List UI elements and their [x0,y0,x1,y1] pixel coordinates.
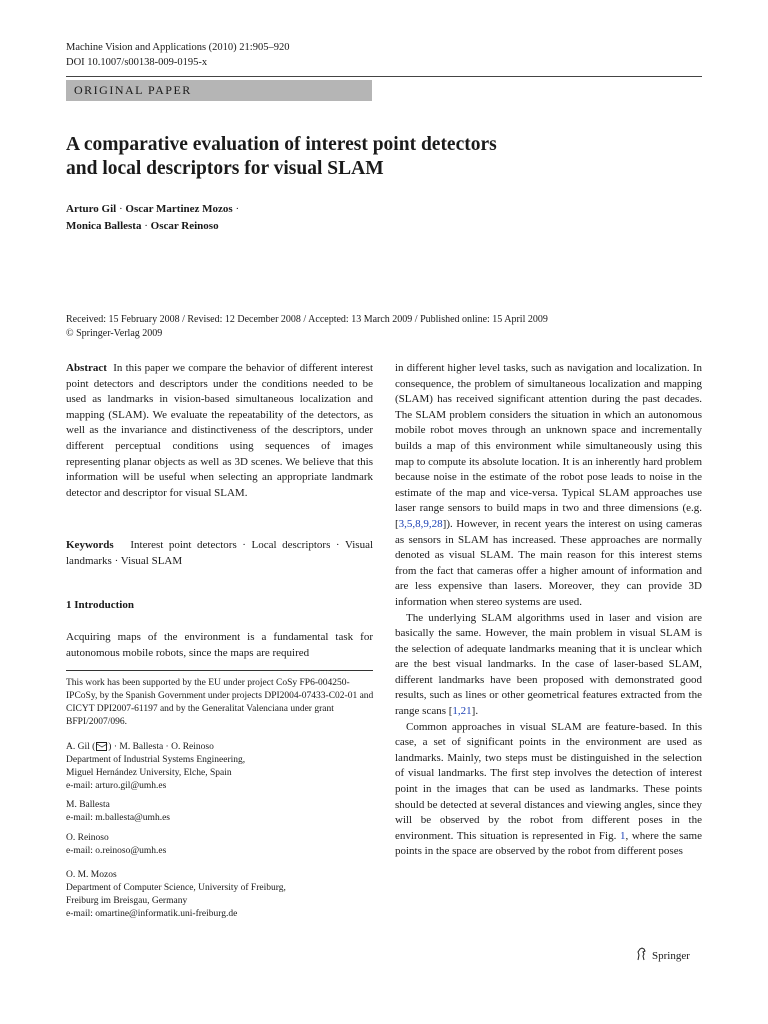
paragraph-slam-intro [395,361,702,611]
author-name[interactable]: Oscar Reinoso [150,220,219,232]
footnote-rule [66,670,373,671]
paragraph-feature-based [395,720,702,860]
header-rule [66,76,702,77]
publication-history [66,313,548,341]
p1-text-b: ]). However, in recent years the interest on using cameras as sensors in SLAM has increased. These approaches are normally denoted as visual SLAM. The main reason for this interest stems from the fact that cameras offer a higher amount of information and are less expensive than lasers. Moreover, they can provide 3D information when stereo systems are used. [395,517,702,608]
aff4-email[interactable]: e-mail: omartine@informatik.uni-freiburg.de [66,909,238,919]
affiliation-3 [66,832,376,858]
doi-line[interactable]: DOI 10.1007/s00138-009-0195-x [66,57,208,68]
title-line-2: and local descriptors for visual SLAM [66,158,384,179]
aff1-names: A. Gil ( [66,742,96,752]
author-separator: · [235,203,240,215]
author-name[interactable]: Monica Ballesta [66,220,142,232]
paragraph-landmarks [395,611,702,720]
aff2-email[interactable]: e-mail: m.ballesta@umh.es [66,813,170,823]
author-separator: · [144,220,148,232]
keywords-label: Keywords [66,539,114,551]
aff2-name: M. Ballesta [66,800,110,810]
abstract-block [66,361,373,501]
publisher-name: Springer [652,950,690,962]
author-name[interactable]: Oscar Martinez Mozos [125,203,233,215]
p3-text-b: , where the same points in the space are observed by the robot from different poses [395,829,702,858]
keywords-block [66,538,373,569]
aff1-email[interactable]: e-mail: arturo.gil@umh.es [66,781,167,791]
article-type-badge: ORIGINAL PAPER [66,80,372,101]
p1-text-a: in different higher level tasks, such as navigation and localization. In consequence, the problem of simultaneous localization and mapping (SLAM) has received significant attention during the past decades. The SLAM problem considers the situation in which an autonomous mobile robot moves through an unknown space and incrementally builds a map of this environment while simultaneously using this map to compute its absolute location. It is an inherently hard problem because noise in the estimate of the robot pose leads to noise in the estimate of the map and vice-versa. Typical SLAM approaches use laser range sensors to build maps in two and three dimensions (e.g. [ [395,362,702,530]
section-heading-introduction: 1 Introduction [66,599,134,611]
aff4-department: Department of Computer Science, University of Freiburg, [66,883,286,893]
author-separator: · [118,203,123,215]
envelope-icon [96,742,107,751]
title-line-1: A comparative evaluation of interest point detectors [66,134,497,155]
publisher-footer [636,947,690,962]
affiliation-2 [66,799,376,825]
aff3-email[interactable]: e-mail: o.reinoso@umh.es [66,846,167,856]
copyright-line: © Springer-Verlag 2009 [66,328,163,339]
figure-link[interactable]: 1 [619,829,626,842]
aff4-name: O. M. Mozos [66,870,117,880]
citation-link[interactable]: 3,5,8,9,28 [398,517,443,530]
author-list [66,201,239,235]
affiliation-4 [66,869,376,921]
p2-text-b: ]. [471,705,479,718]
aff3-name: O. Reinoso [66,833,109,843]
journal-line: Machine Vision and Applications (2010) 21:905–920 [66,42,290,53]
history-dates: Received: 15 February 2008 / Revised: 12 December 2008 / Accepted: 13 March 2009 / Published online: 15 April 2009 [66,314,548,325]
affiliation-1 [66,741,376,793]
intro-paragraph [66,630,373,661]
intro-text: Acquiring maps of the environment is a fundamental task for autonomous mobile robots, since the maps are required [66,631,373,659]
springer-horse-icon [636,947,648,961]
abstract-text: In this paper we compare the behavior of different interest point detectors and descriptors under the conditions needed to be used as landmarks in vision-based simultaneous localization and mapping (SLAM). We evaluate the repeatability of the detectors, as well as the invariance and distinctiveness of the descriptors, under different perceptual conditions using sequences of images representing planar objects as well as 3D scenes. We believe that this information will be useful when selecting an appropriate landmark detector and descriptor for visual SLAM. [66,362,374,499]
p3-text-a: Common approaches in visual SLAM are feature-based. In this case, a set of significant points in the environment are used as landmarks. Mainly, two steps must be distinguished in the selection of visual landmarks. The first step involves the detection of interest point in the images that can be used as landmarks. These points should be detected at several distances and viewing angles, since they will be observed by the robot from different poses in the environment. This situation is represented in Fig. [395,720,702,842]
right-column-text [395,361,702,860]
funding-footnote: This work has been supported by the EU under project CoSy FP6-004250-IPCoSy, by the Spanish Government under projects DPI2004-07433-C02-01 and CICYT DPI2007-61197 and by the Generalitat Valenciana under grant BFPI/2007/096. [66,678,374,727]
aff1-department: Department of Industrial Systems Engineering, [66,755,246,765]
author-name[interactable]: Arturo Gil [66,203,117,215]
aff1-names-rest: ) · M. Ballesta · O. Reinoso [108,742,214,752]
journal-citation [66,40,289,70]
p2-text-a: The underlying SLAM algorithms used in laser and vision are basically the same. However, the main problem in visual SLAM is the selection of adequate landmarks meaning that it is unclear which are the best visual landmarks. In the case of laser-based SLAM, different landmarks have been proposed with demonstrated good results, such as lines or other geometrical features extracted from the range scans [ [395,611,702,718]
aff1-university: Miguel Hernández University, Elche, Spain [66,768,232,778]
citation-link[interactable]: 1,21 [452,705,472,718]
paper-title [66,133,666,181]
keywords-text: Interest point detectors · Local descriptors · Visual landmarks · Visual SLAM [66,539,374,567]
abstract-label: Abstract [66,362,107,374]
aff4-city: Freiburg im Breisgau, Germany [66,896,188,906]
